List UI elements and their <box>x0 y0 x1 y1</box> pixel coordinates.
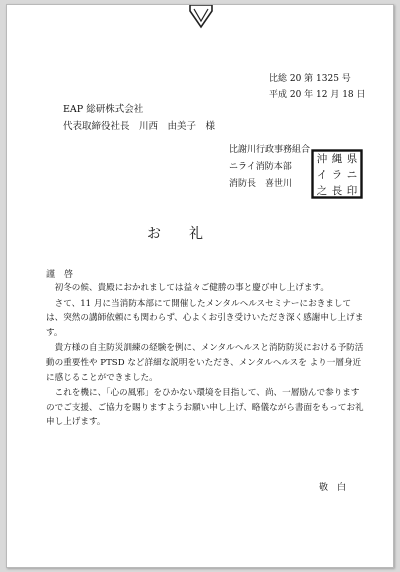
reference-number: 比総 20 第 1325 号 <box>269 74 351 84</box>
emblem-icon <box>188 5 214 29</box>
svg-text:之: 之 <box>316 185 328 197</box>
reference-block <box>269 71 366 103</box>
svg-text:縄: 縄 <box>331 153 343 165</box>
svg-text:長: 長 <box>331 185 343 197</box>
svg-text:県: 県 <box>346 153 358 165</box>
svg-text:ニ: ニ <box>346 169 358 181</box>
svg-text:沖: 沖 <box>316 153 328 165</box>
letter-body <box>46 281 364 431</box>
svg-text:イ: イ <box>316 169 328 181</box>
addressee-company: EAP 総研株式会社 <box>63 104 144 115</box>
sender-department: ニライ消防本部 <box>229 162 292 172</box>
body-paragraph: これを機に、「心の風邪」をひかない環境を目指して、尚、一層励んで参りますのでご支援、ご協力を賜りますようお願い申し上げ、略儀ながら書面をもってお礼申し上げます。 <box>46 388 364 428</box>
closing: 敬 白 <box>319 483 347 493</box>
official-seal-icon <box>311 149 363 199</box>
body-paragraph: 初冬の候、貴殿におかれましては益々ご健勝の事と慶び申し上げます。 <box>54 283 329 293</box>
document-title: お礼 <box>147 226 231 242</box>
body-paragraph: さて、11 月に当消防本部にて開催したメンタルヘルスセミナーにおきましては、突然の講師依頼にも関わらず、心よくお引き受けいただき深く感謝申し上げます。 <box>46 298 364 338</box>
salutation: 謹 啓 <box>46 270 74 280</box>
svg-text:印: 印 <box>346 185 358 197</box>
reference-date: 平成 20 年 12 月 18 日 <box>269 90 366 100</box>
letter-page <box>6 4 394 568</box>
sender-organization: 比謝川行政事務組合 <box>229 145 311 155</box>
body-paragraph: 貴方様の自主防災訓練の経験を例に、メンタルヘルスと消防防災における予防活動の重要性や PTSD など詳細な説明をいただき、メンタルヘルスを より一層身近に感じることができました。 <box>46 343 364 383</box>
addressee-block <box>63 101 215 135</box>
addressee-representative: 代表取締役社長 川西 由美子 様 <box>63 121 216 132</box>
svg-text:ラ: ラ <box>331 169 343 181</box>
sender-chief: 消防長 喜世川 <box>229 179 302 189</box>
sender-block <box>229 142 310 193</box>
